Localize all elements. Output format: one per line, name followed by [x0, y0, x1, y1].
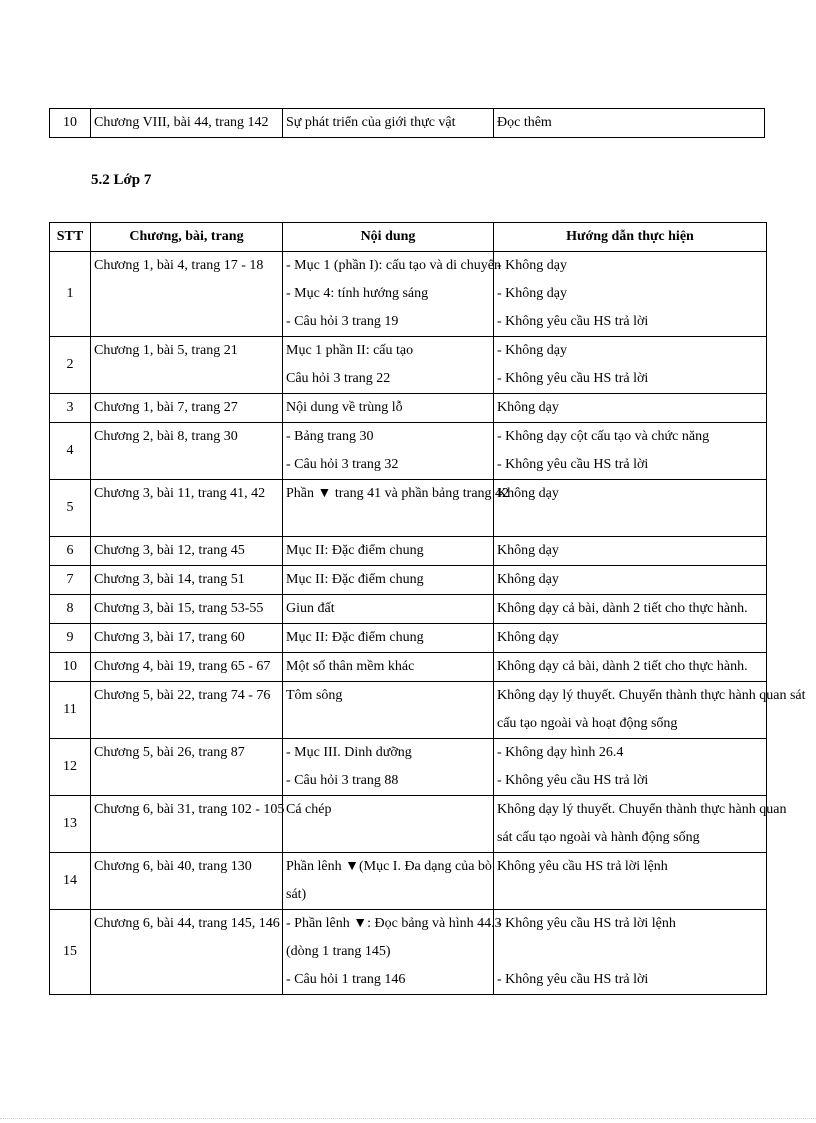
- content-line: Mục II: Đặc điểm chung: [286, 630, 424, 645]
- table-row: [50, 423, 767, 480]
- guide-line: Không yêu cầu HS trả lời lệnh: [497, 859, 668, 874]
- chapter-cell: Chương 5, bài 26, trang 87: [91, 739, 283, 796]
- guide-line: Không dạy lý thuyết. Chuyển thành thực hành quan: [497, 802, 787, 817]
- table-row: [50, 480, 767, 537]
- guide-line: - Không yêu cầu HS trả lời: [497, 773, 649, 788]
- table-row: [50, 537, 767, 566]
- content-cell: [283, 739, 494, 796]
- stt-cell: 4: [50, 423, 91, 480]
- chapter-cell: Chương 3, bài 11, trang 41, 42: [91, 480, 283, 537]
- chapter-cell: Chương 1, bài 5, trang 21: [91, 337, 283, 394]
- content-line: - Câu hỏi 3 trang 32: [286, 457, 399, 472]
- guide-line: - Không yêu cầu HS trả lời lệnh: [497, 916, 676, 931]
- table-row: [50, 394, 767, 423]
- guide-line: Không dạy: [497, 486, 559, 501]
- chapter-cell: Chương VIII, bài 44, trang 142: [91, 109, 283, 138]
- content-cell: [283, 796, 494, 853]
- content-line: - Câu hỏi 1 trang 146: [286, 972, 406, 987]
- table-body: [50, 252, 806, 995]
- chapter-cell: Chương 1, bài 7, trang 27: [91, 394, 283, 423]
- table-row: [50, 853, 767, 910]
- content-line: sát): [286, 887, 307, 902]
- guide-line: Không dạy: [497, 630, 559, 645]
- stt-cell: 2: [50, 337, 91, 394]
- chapter-cell: Chương 2, bài 8, trang 30: [91, 423, 283, 480]
- content-cell: [283, 853, 494, 910]
- guide-line: Không dạy cả bài, dành 2 tiết cho thực hành.: [497, 659, 748, 674]
- stt-cell: 3: [50, 394, 91, 423]
- guide-cell: [494, 595, 767, 624]
- stt-cell: 15: [50, 910, 91, 995]
- table-row: [50, 739, 767, 796]
- table-row: [50, 624, 767, 653]
- page-edge-divider: [0, 1118, 816, 1120]
- content-line: [286, 710, 490, 738]
- content-cell: [283, 624, 494, 653]
- table-row: [50, 910, 767, 995]
- stt-cell: 8: [50, 595, 91, 624]
- guide-line: sát cấu tạo ngoài và hành động sống: [497, 830, 700, 845]
- stt-cell: 10: [50, 109, 91, 138]
- chapter-cell: Chương 1, bài 4, trang 17 - 18: [91, 252, 283, 337]
- content-cell: [283, 595, 494, 624]
- table-header-row: [50, 223, 767, 252]
- stt-cell: 12: [50, 739, 91, 796]
- guide-line: - Không yêu cầu HS trả lời: [497, 457, 649, 472]
- guide-line: Không dạy cả bài, dành 2 tiết cho thực hành.: [497, 601, 748, 616]
- table-row: [50, 796, 767, 853]
- table-row: [50, 566, 767, 595]
- header-stt: STT: [50, 223, 91, 252]
- guide-line: - Không dạy: [497, 343, 567, 358]
- guide-line: Không dạy lý thuyết. Chuyển thành thực hành quan sát: [497, 688, 806, 703]
- content-cell: [283, 682, 494, 739]
- header-guide: Hướng dẫn thực hiện: [494, 223, 767, 252]
- content-line: [286, 824, 490, 852]
- header-content: Nội dung: [283, 223, 494, 252]
- guide-line: - Không dạy: [497, 286, 567, 301]
- stt-cell: 1: [50, 252, 91, 337]
- guide-line: [497, 881, 763, 909]
- stt-cell: 5: [50, 480, 91, 537]
- header-chapter: Chương, bài, trang: [91, 223, 283, 252]
- content-line: - Câu hỏi 3 trang 88: [286, 773, 399, 788]
- content-cell: [283, 653, 494, 682]
- content-line: - Mục III. Dinh dưỡng: [286, 745, 412, 760]
- content-line: (dòng 1 trang 145): [286, 944, 391, 959]
- content-line: Mục II: Đặc điểm chung: [286, 572, 424, 587]
- content-line: Một số thân mềm khác: [286, 659, 415, 674]
- stt-cell: 14: [50, 853, 91, 910]
- guide-cell: [494, 423, 767, 480]
- table-row: [50, 252, 767, 337]
- content-line: - Phần lênh ▼: Đọc bảng và hình 44.3: [286, 916, 502, 931]
- guide-cell: [494, 394, 767, 423]
- table-row: [50, 653, 767, 682]
- guide-line: Không dạy: [497, 543, 559, 558]
- stt-cell: 9: [50, 624, 91, 653]
- content-line: - Bảng trang 30: [286, 429, 374, 444]
- content-line: Giun đất: [286, 601, 335, 616]
- content-line: Câu hỏi 3 trang 22: [286, 371, 391, 386]
- content-line: Mục 1 phần II: cấu tạo: [286, 343, 414, 358]
- chapter-cell: Chương 3, bài 15, trang 53-55: [91, 595, 283, 624]
- guide-cell: [494, 566, 767, 595]
- content-cell: [283, 394, 494, 423]
- guide-line: - Không dạy cột cấu tạo và chức năng: [497, 429, 710, 444]
- curriculum-table: [49, 222, 806, 995]
- content-cell: [283, 252, 501, 337]
- content-line: [286, 508, 490, 536]
- chapter-cell: Chương 4, bài 19, trang 65 - 67: [91, 653, 283, 682]
- stt-cell: 13: [50, 796, 91, 853]
- stt-cell: 6: [50, 537, 91, 566]
- content-line: Phần ▼ trang 41 và phần bảng trang 42: [286, 486, 510, 501]
- guide-cell: [494, 624, 767, 653]
- guide-cell: [494, 537, 767, 566]
- chapter-cell: Chương 6, bài 31, trang 102 - 105: [91, 796, 283, 853]
- guide-cell: [494, 337, 767, 394]
- content-line: Nội dung về trùng lỗ: [286, 400, 403, 415]
- content-line: Tôm sông: [286, 688, 343, 703]
- guide-cell: [494, 796, 787, 853]
- chapter-cell: Chương 5, bài 22, trang 74 - 76: [91, 682, 283, 739]
- guide-cell: Đọc thêm: [494, 109, 765, 138]
- guide-line: - Không yêu cầu HS trả lời: [497, 972, 649, 987]
- table-row: [50, 337, 767, 394]
- content-line: Phần lênh ▼(Mục I. Đa dạng của bò: [286, 859, 492, 874]
- guide-cell: [494, 480, 767, 537]
- guide-line: cấu tạo ngoài và hoạt động sống: [497, 716, 678, 731]
- content-cell: [283, 337, 494, 394]
- guide-cell: [494, 910, 767, 995]
- previous-table-last-row: [49, 108, 765, 138]
- table-row: [50, 595, 767, 624]
- content-cell: [283, 910, 502, 995]
- content-cell: [283, 566, 494, 595]
- content-cell: [283, 480, 510, 537]
- guide-cell: [494, 653, 767, 682]
- guide-line: [497, 508, 763, 536]
- guide-line: - Không yêu cầu HS trả lời: [497, 314, 649, 329]
- stt-cell: 10: [50, 653, 91, 682]
- content-line: - Câu hỏi 3 trang 19: [286, 314, 399, 329]
- content-line: Cá chép: [286, 802, 332, 817]
- content-line: - Mục 4: tính hướng sáng: [286, 286, 429, 301]
- stt-cell: 7: [50, 566, 91, 595]
- content-line: Mục II: Đặc điểm chung: [286, 543, 424, 558]
- chapter-cell: Chương 3, bài 12, trang 45: [91, 537, 283, 566]
- content-cell: Sự phát triển của giới thực vật: [283, 109, 494, 138]
- content-cell: [283, 537, 494, 566]
- guide-line: Không dạy: [497, 572, 559, 587]
- table-row: [50, 682, 767, 739]
- guide-cell: [494, 682, 806, 739]
- stt-cell: 11: [50, 682, 91, 739]
- section-heading: 5.2 Lớp 7: [91, 172, 152, 188]
- chapter-cell: Chương 6, bài 40, trang 130: [91, 853, 283, 910]
- guide-cell: [494, 853, 767, 910]
- guide-line: - Không yêu cầu HS trả lời: [497, 371, 649, 386]
- guide-line: - Không dạy: [497, 258, 567, 273]
- chapter-cell: Chương 3, bài 14, trang 51: [91, 566, 283, 595]
- content-line: - Mục 1 (phần I): cấu tạo và di chuyển: [286, 258, 501, 273]
- guide-line: Không dạy: [497, 400, 559, 415]
- guide-cell: [494, 252, 767, 337]
- table-row: [50, 109, 765, 138]
- guide-line: - Không dạy hình 26.4: [497, 745, 624, 760]
- chapter-cell: Chương 6, bài 44, trang 145, 146: [91, 910, 283, 995]
- content-cell: [283, 423, 494, 480]
- guide-line: [497, 938, 763, 966]
- chapter-cell: Chương 3, bài 17, trang 60: [91, 624, 283, 653]
- guide-cell: [494, 739, 767, 796]
